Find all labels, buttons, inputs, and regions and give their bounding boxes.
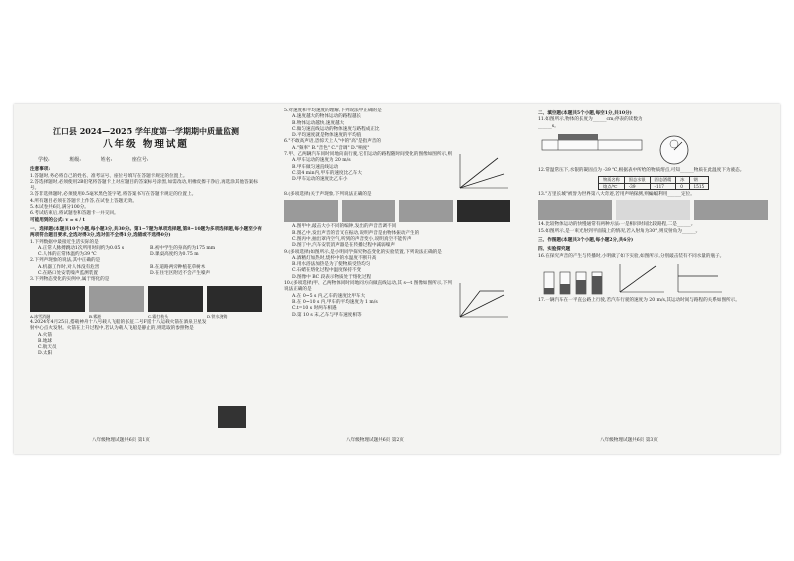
figure-speed-sign [616, 200, 690, 220]
table-header-cell: 固态水银 [624, 177, 650, 184]
question-2-options [38, 265, 262, 278]
q11-text: 11.如图所示,物体的长度为______cm;停表的读数为______s。 [538, 117, 643, 129]
option: B.在道路两旁种植花草树木 [150, 264, 206, 270]
option: B.初中学生的身高约为175 mm [150, 245, 216, 251]
figure-bell-jar [399, 200, 453, 222]
notes-heading: 注意事项: [30, 167, 51, 173]
figure-bat [538, 200, 612, 220]
option: D.平均速度就是物体速度的平均值 [292, 133, 362, 139]
option: D.在住宅区附近不会产生噪声 [150, 271, 211, 277]
stopwatch-figure [654, 132, 694, 166]
page-column-1 [30, 108, 262, 448]
photo-molten-iron [207, 286, 262, 312]
info-name: 姓名: [100, 157, 113, 163]
info-school: 学校: [38, 157, 50, 163]
q10-graph [454, 281, 510, 321]
q7-graph [454, 152, 510, 192]
option: A.图甲中,敲击大小不同的编钟,发出的声音音调不同 [292, 224, 397, 230]
photo-frost-tree [89, 286, 144, 312]
option: B.图乙中,发出声音的音叉在振动,说明声音是由物体振动产生的 [292, 230, 420, 236]
option: C.人体的正常体温约为39 ℃ [38, 252, 97, 258]
q7-text: 7.甲、乙两辆汽车同时同地向南行驶,它们运动的路程随时间变化的图像如图所示,则 [284, 152, 453, 158]
q11-figures [538, 132, 768, 166]
caption: B.雾凇 [89, 313, 102, 319]
option: A.速度越大的物体运动的路程越长 [292, 114, 362, 120]
note-item: 2.答选择题时,必须使用2B铅笔将答题卡上对应题目的答案标号涂黑,如需改动,用橡皮擦干净后,再选涂其他答案标号。 [30, 179, 258, 192]
option: A."频率" B."音色" C."音调" D."响度" [292, 145, 370, 151]
option: A.正常人脉搏跳动1次所用时间约为0.05 s [38, 245, 125, 251]
section2-heading: 二、填空题(本题共5个小题,每空1分,共10分) [538, 111, 632, 116]
student-info-line [38, 157, 262, 163]
option: A.甲车运动的速度为 20 m/s [292, 158, 351, 164]
table-row [599, 183, 709, 190]
option: D.课桌高度约为0.75 m [150, 252, 199, 258]
q13-text: 13."万里长城"被誉为世界第八大奇迹,若用声呐探测,则蝙蝠利用______定位。 [538, 192, 695, 198]
option: B.物体运动越快,速度越大 [292, 120, 345, 126]
note-item: 5.本试卷共6页,满分100分。 [30, 205, 89, 211]
page-column-2 [284, 108, 510, 448]
photo-ice-melting [30, 286, 85, 312]
option: A.机器工作时,对人体没有危害 [38, 264, 100, 270]
table-cell: -117 [650, 183, 676, 190]
note-item: 4.所有题目必须在答题卡上作答,在试卷上答题无效。 [30, 198, 137, 204]
q16-text: 16.在探究声音的产生与传播时,小明做了如下实验,如图所示,分别敲击装有不同水量的瓶子。 [538, 253, 725, 259]
option: B.用水浴法加热是为了使物质受热均匀 [292, 262, 371, 268]
note-item: 3.答非选择题时,必须使用0.5毫米黑色签字笔,将答案书写在答题卡规定的位置上。 [30, 192, 197, 198]
q5-text: 5.对速度和平均速度的理解,下列说法中正确的是 [284, 108, 382, 113]
exam-title: 江口县 2024—2025 学年度第一学期期中质量监测 [52, 126, 240, 136]
option: D.图像中 BC 段表示物质处于熔化过程 [292, 274, 372, 280]
option: C.做匀速直线运动的物体速度与路程成正比 [292, 126, 380, 132]
option: D.甲车运动的速度比乙车小 [292, 177, 348, 183]
q8-figures [284, 200, 510, 222]
info-seat: 座位号: [131, 157, 149, 163]
bottles-figure [538, 262, 608, 296]
option: A.在 0~5 s 内,乙车的速度比甲车大 [292, 293, 366, 299]
figure-chime-bells [284, 200, 338, 222]
option: D.第 10 s 末,乙车与甲车速度相等 [292, 312, 362, 318]
vt-graph [674, 262, 724, 296]
ruler-figure [538, 132, 648, 154]
q17-text: 17.一辆汽车在一平直公路上行驶,若汽车行驶的速度为 20 m/s,其运动时间与路程的关系如图所示。 [538, 297, 740, 303]
q13-figures [538, 200, 768, 220]
q16-figures [538, 262, 768, 296]
table-header-cell: 物质名称 [599, 177, 625, 184]
q8-text: 8.(多项选择)关于声现象,下列说法正确的是 [284, 192, 372, 198]
option: B.在 0~10 s 内,甲车的平均速度为 1 m/s [292, 299, 378, 305]
option: B.地球 [38, 338, 53, 344]
section3-heading: 三、作图题(本题共3个小题,每小题2分,共6分) [538, 238, 634, 244]
caption: C.霜打枝头 [148, 313, 169, 319]
section1-heading: 一、选择题(本题共10个小题,每小题3分,共30分。第1~7题为单项选择题,第8~10题为多项选择题,每小题至少有两项符合题目要求,全选对得3分,选对但不全得1分,选错或不选得0分) [30, 226, 262, 239]
figure-tuning-fork [342, 200, 396, 222]
option: D.图丁中,汽车安装消声器是在传播过程中减弱噪声 [292, 243, 395, 249]
option: C.图丙中,抽出罩内空气,听到的声音变小,说明真空不能传声 [292, 236, 412, 242]
caption: D.铁水浇铸 [207, 313, 228, 319]
rocket-launch-photo [218, 406, 246, 428]
q9-text: 9.(多项选择)如图所示,是小明同学探究物态变化的实验装置,下列说法正确的是 [284, 249, 442, 255]
option: C.t=10 s 时两车相遇 [292, 306, 337, 312]
caption: A.冰雪消融 [30, 313, 51, 319]
info-class: 班级: [69, 157, 81, 163]
section4-heading: 四、实验探究题 [538, 247, 571, 253]
option: A.火箭 [38, 332, 52, 338]
table-header-cell: 固态酒精 [650, 177, 676, 184]
table-cell: -39 [624, 183, 650, 190]
question-1: 1.下列数据中最接近生活实际的是 [30, 239, 99, 245]
page-footer-1: 八年级物理试题共6页 第1页 [92, 438, 150, 443]
table-header-cell: 冰 [676, 177, 689, 184]
question-2: 2.下列声现象的说法,其中正确的是 [30, 258, 101, 264]
question-4: 4.2024年4月25日,搭载神舟十八号载人飞船的长征二号F遥十八运载火箭在酒泉卫星发射中心点火发射。火箭在上升过程中,若认为载人飞船是静止的,则选取的参照物是 [30, 319, 207, 332]
table-cell: 0 [676, 183, 689, 190]
formula-line: 可能用到的公式: v = s / t [30, 217, 85, 223]
table-header-cell: 钢 [689, 177, 709, 184]
question-3-photos [30, 286, 262, 312]
st-graph [616, 262, 666, 296]
option: C.第4 min内,甲车的速度比乙车大 [292, 170, 362, 176]
figure-car-muffler [457, 200, 511, 222]
q14-text: 14.比较物体运动的快慢通常有两种方法:一是相同时间比较路程,二是______。 [538, 222, 696, 228]
option: B.甲车做匀速直线运动 [292, 164, 339, 170]
option: C.航天员 [38, 345, 57, 351]
question-1-options [38, 246, 262, 259]
page-column-3 [538, 108, 768, 448]
option: C.石蜡在熔化过程中温度保持不变 [292, 268, 362, 274]
exam-subtitle: 八年级 物理试题 [103, 139, 189, 150]
q6-text: 6."不敢高声语,恐惊天上人"中的"高"是指声音的 [284, 139, 381, 145]
note-item: 6.考试结束后,将试题卷和答题卡一并交回。 [30, 211, 119, 217]
melting-point-table [598, 176, 709, 190]
question-3: 3.下列物态变化的实例中,属于熔化的是 [30, 277, 110, 283]
q10-block [284, 281, 510, 321]
option: A.酒精灯加热时,烧杯中的水温度不断升高 [292, 255, 377, 261]
q7-block [284, 152, 510, 192]
photo-frost-branch [148, 286, 203, 312]
table-cell: 1515 [689, 183, 709, 190]
option: C.在路口处安装噪声监测装置 [38, 271, 98, 277]
option: D.太阳 [38, 351, 53, 357]
page-footer-3: 八年级物理试题共6页 第3页 [600, 438, 658, 443]
figure-mirror [694, 200, 768, 220]
page-footer-2: 八年级物理试题共6页 第2页 [346, 438, 404, 443]
q15-text: 15.如图所示,是一束光射到平面镜上的情况,若入射角为30°,则反射角为______。 [538, 228, 701, 234]
note-item: 1.答题时,务必将自己的姓名、准考证号、座位号填写在答题卡规定的位置上。 [30, 173, 188, 179]
q10-text: 10.(多项选择)甲、乙两物体同时同地同方向做直线运动,其 s—t 图像如图所示,下列说法正确的是 [284, 281, 452, 293]
table-cell: 熔点/℃ [599, 183, 625, 190]
q12-text: 12.常温常压下,水银的凝固点为 -39 ℃,根据表中所给的物质熔点,可知______物质在此温度下为液态。 [538, 167, 745, 173]
